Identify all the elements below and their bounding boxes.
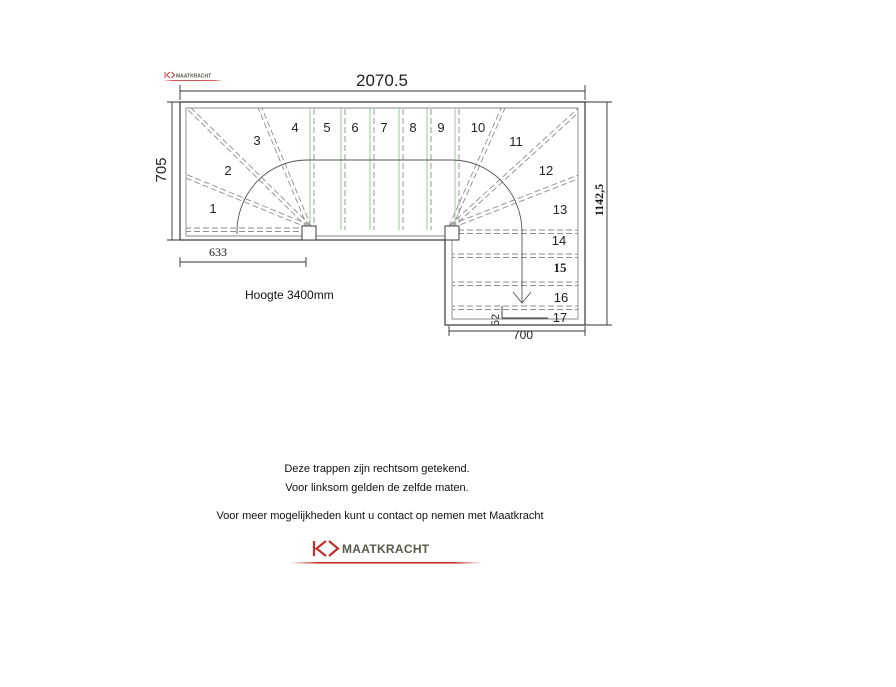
- step-number: 16: [553, 290, 569, 305]
- step-number: 7: [380, 120, 388, 135]
- dimension-lines: [167, 85, 612, 336]
- tread-line: [449, 98, 506, 227]
- step-number: 6: [351, 120, 359, 135]
- height-note: Hoogte 3400mm: [245, 288, 334, 302]
- dimension-right-depth: 1142,5: [592, 183, 606, 217]
- step-number: 1: [209, 201, 217, 216]
- step-number: 17: [552, 310, 568, 325]
- step-number: 14: [551, 233, 567, 248]
- tread-line: [177, 171, 309, 225]
- step-number: 15: [553, 260, 567, 275]
- step-number: 10: [470, 120, 486, 135]
- dimension-line-left-offset: [180, 257, 306, 267]
- step-number: 9: [437, 120, 445, 135]
- dimension-line-end-gap: [502, 306, 548, 318]
- step-number: 3: [253, 133, 261, 148]
- footer-logo-text: MAATKRACHT: [342, 542, 430, 556]
- dimension-end-gap: 52: [490, 313, 502, 327]
- step-number: 13: [552, 202, 568, 217]
- footer-logo: [290, 541, 482, 564]
- newel-post-left: [302, 226, 316, 240]
- dimension-bottom-width: 700: [512, 328, 534, 342]
- footer-logo-underline: [290, 562, 482, 564]
- step-number: 2: [224, 163, 232, 178]
- header-logo-text: MAATKRACHT: [176, 73, 212, 80]
- dimension-left-depth: 705: [153, 157, 170, 183]
- note-mirror: Voor linksom gelden de zelfde maten.: [285, 482, 469, 494]
- step-number: 4: [291, 120, 299, 135]
- step-number: 12: [538, 163, 554, 178]
- header-logo-underline: [163, 80, 223, 81]
- tread-line: [176, 174, 308, 228]
- note-contact: Voor meer mogelijkheden kunt u contact op nemen met Maatkracht: [216, 510, 544, 522]
- tread-line: [254, 98, 308, 228]
- dimension-left-offset: 633: [209, 245, 227, 259]
- header-logo: [163, 72, 223, 81]
- dimension-total-width: 2070.5: [356, 71, 408, 90]
- step-number: 11: [509, 134, 523, 149]
- newel-post-right: [445, 226, 459, 240]
- staircase-outline: [180, 102, 585, 325]
- maatkracht-logo-icon: [165, 72, 175, 78]
- tread-line: [452, 99, 509, 228]
- step-number: 5: [323, 120, 331, 135]
- tread-line: [179, 96, 311, 226]
- step-number: 8: [409, 120, 417, 135]
- maatkracht-logo-icon: [314, 541, 338, 556]
- tread-line: [452, 175, 588, 228]
- note-direction: Deze trappen zijn rechtsom getekend.: [284, 463, 470, 475]
